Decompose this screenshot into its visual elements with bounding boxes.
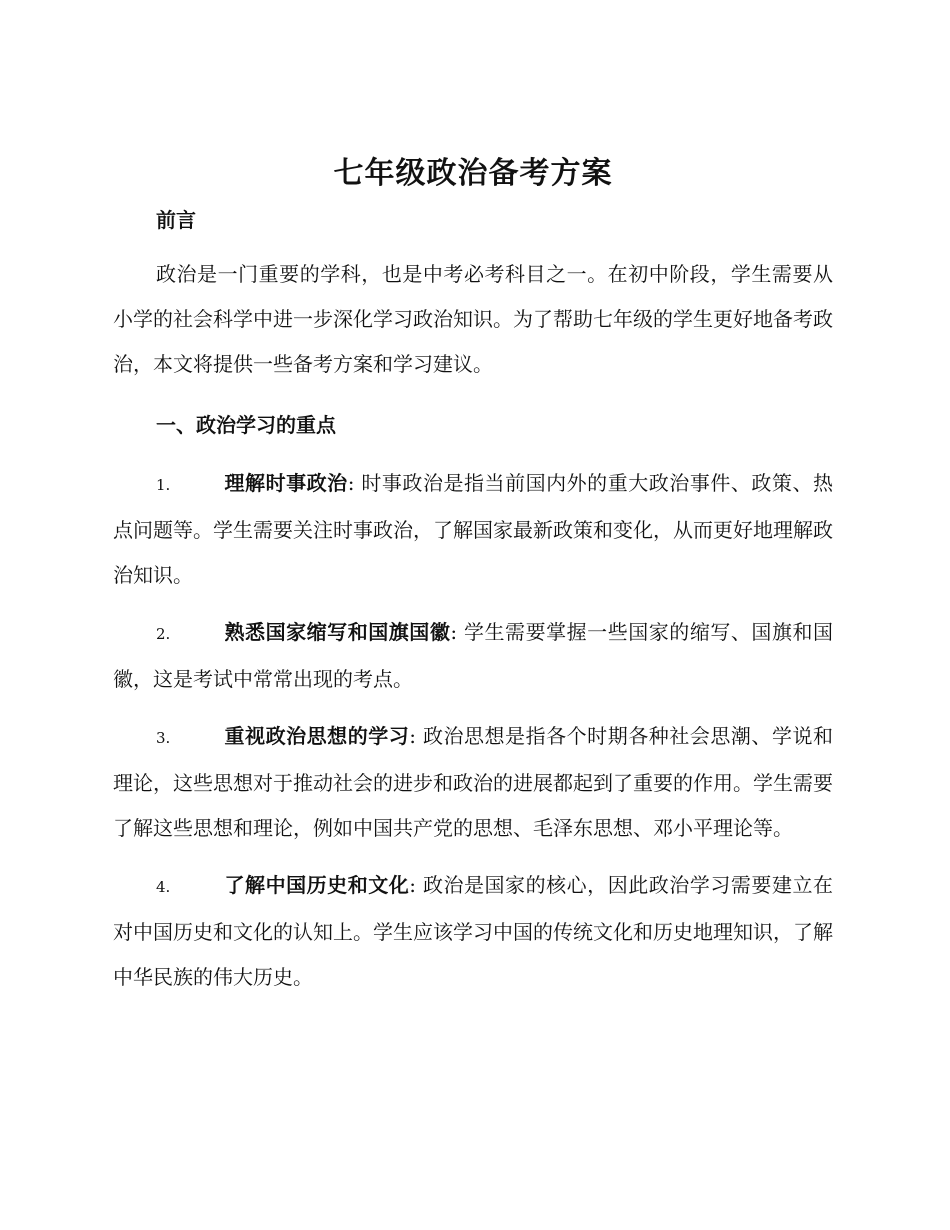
item-colon: : — [450, 620, 464, 644]
item-number: 4. — [156, 878, 171, 896]
item-term: 了解中国历史和文化 — [224, 873, 410, 897]
document-title: 七年级政治备考方案 — [333, 156, 613, 191]
list-item — [113, 714, 833, 851]
preface-heading: 前言 — [156, 208, 196, 232]
key-points-list — [113, 461, 833, 1000]
item-text: 政治思想是指各个时期各种社会思潮、学说和理论，这些思想对于推动社会的进步和政治的进展都起到了重要的作用。学生需要了解这些思想和理论，例如中国共产党的思想、毛泽东思想、邓小平理论等。 — [113, 724, 834, 840]
item-number: 1. — [156, 476, 171, 494]
item-number: 2. — [156, 625, 171, 643]
list-item — [113, 863, 833, 1000]
item-text: 学生需要掌握一些国家的缩写、国旗和国徽，这是考试中常常出现的考点。 — [113, 620, 834, 691]
section-one-heading: 一、政治学习的重点 — [156, 413, 336, 437]
item-colon: : — [347, 471, 362, 495]
item-term: 重视政治思想的学习 — [224, 724, 410, 748]
item-term: 熟悉国家缩写和国旗国徽 — [224, 620, 451, 644]
item-colon: : — [409, 873, 423, 897]
item-term: 理解时事政治 — [224, 471, 348, 495]
item-text: 政治是国家的核心，因此政治学习需要建立在对中国历史和文化的认知上。学生应该学习中国的传统文化和历史地理知识，了解中华民族的伟大历史。 — [113, 873, 834, 989]
item-number: 3. — [156, 729, 171, 747]
list-item — [113, 461, 833, 598]
item-colon: : — [409, 724, 423, 748]
preface-paragraph: 政治是一门重要的学科，也是中考必考科目之一。在初中阶段，学生需要从小学的社会科学中进一步深化学习政治知识。为了帮助七年级的学生更好地备考政治，本文将提供一些备考方案和学习建议。 — [113, 262, 833, 376]
item-text: 时事政治是指当前国内外的重大政治事件、政策、热点问题等。学生需要关注时事政治，了解国家最新政策和变化，从而更好地理解政治知识。 — [113, 471, 834, 587]
list-item — [113, 610, 833, 702]
document-content — [113, 148, 833, 1000]
